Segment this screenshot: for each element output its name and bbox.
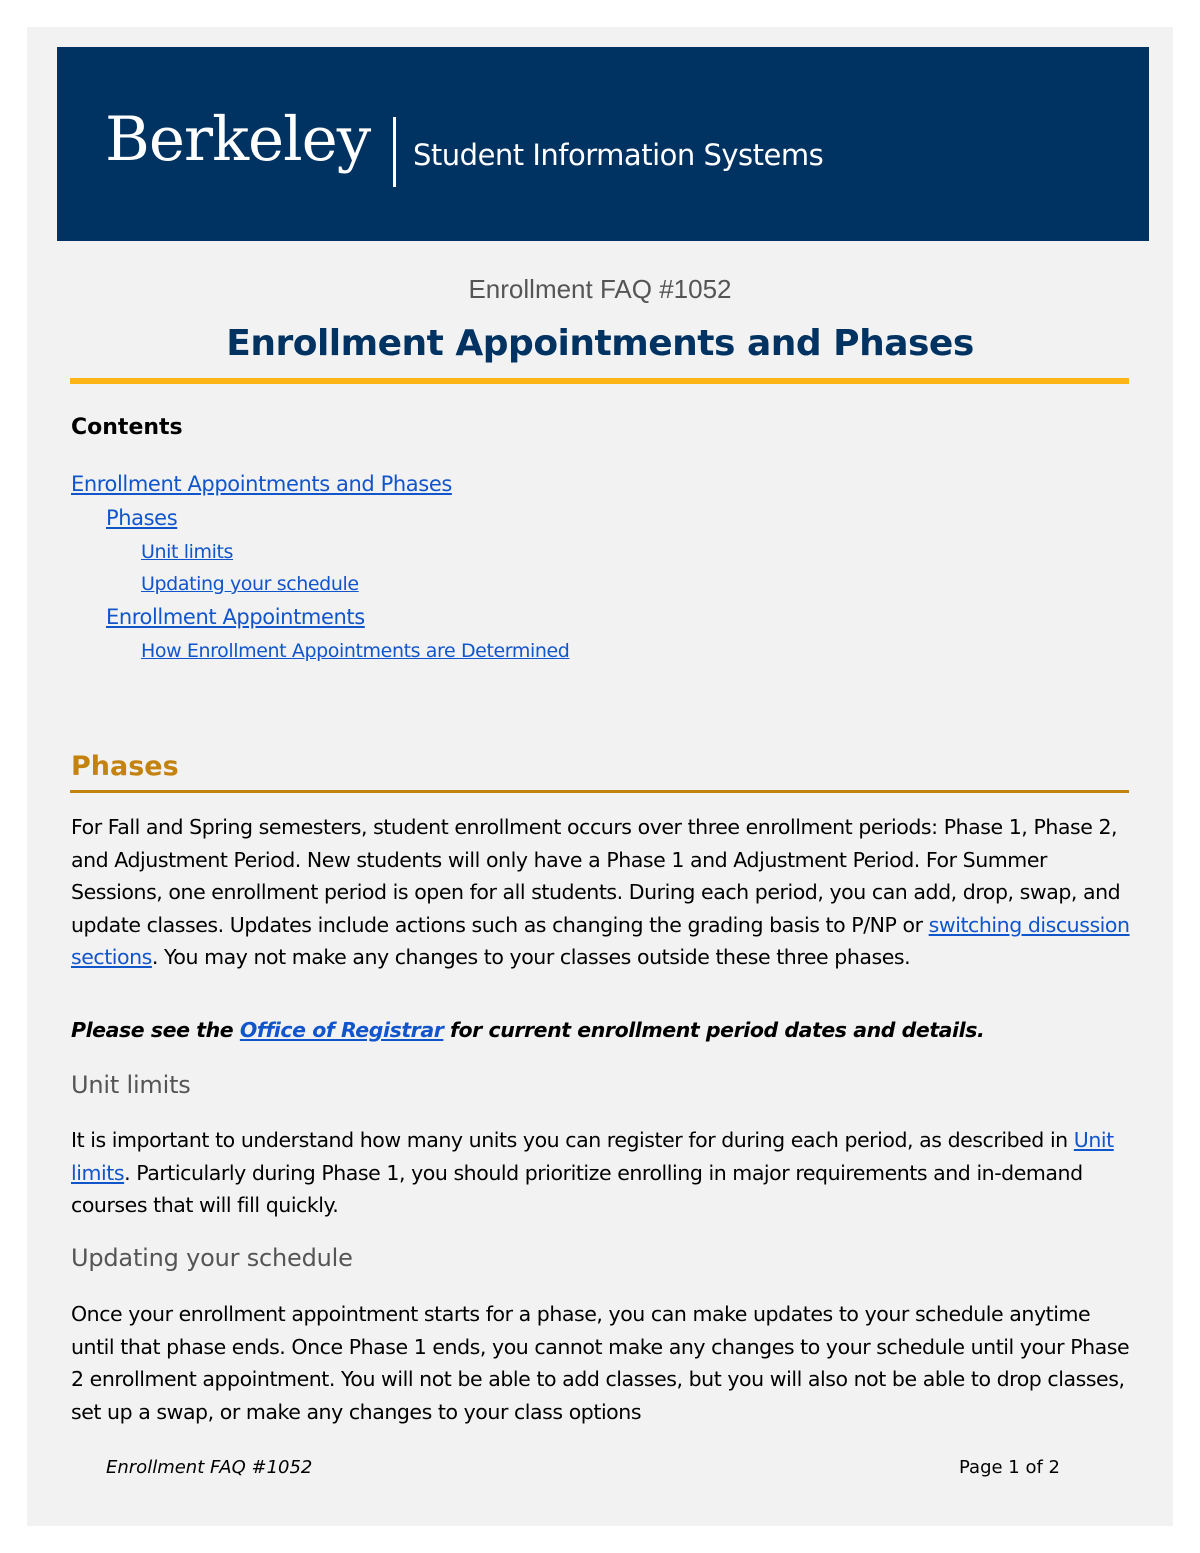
switching-discussion-sections-link[interactable]: switching discussion sections <box>71 912 1130 969</box>
wordmark-divider <box>393 117 396 187</box>
page-title: Enrollment Appointments and Phases <box>226 323 974 364</box>
contents-heading: Contents <box>71 415 183 440</box>
subheading-unit-limits: Unit limits <box>71 1071 191 1099</box>
faq-number: Enrollment FAQ #1052 <box>468 274 732 304</box>
office-of-registrar-link[interactable]: Office of Registrar <box>239 1018 444 1042</box>
toc-link-phases[interactable]: Phases <box>106 506 178 530</box>
unit-limits-paragraph <box>71 1124 1136 1222</box>
footer-faq-number: Enrollment FAQ #1052 <box>106 1457 313 1478</box>
toc-link-unit-limits[interactable]: Unit limits <box>141 541 234 563</box>
phases-text-start: For Fall and Spring semesters, student enrollment occurs over three enrollment periods: Phase 1, Phase 2, and Adjustment Period. New students will only have a Phase 1 and Adjustment Period. For Summer Sessions, one enrollment period is open for all students. During each period, you can add, drop, swap, and update classes. Updates include actions such as changing the grading basis to P/NP or <box>71 815 1121 937</box>
registrar-note-end: for current enrollment period dates and details. <box>443 1018 985 1042</box>
toc-link-how-appointments-determined[interactable]: How Enrollment Appointments are Determined <box>141 640 570 662</box>
subheading-updating-schedule: Updating your schedule <box>71 1244 353 1272</box>
toc-link-enrollment-appointments-and-phases[interactable]: Enrollment Appointments and Phases <box>71 472 452 496</box>
document-page <box>27 27 1173 1526</box>
unit-limits-text-end: . Particularly during Phase 1, you should prioritize enrolling in major requirements and in-demand courses that will fill quickly. <box>71 1160 1083 1217</box>
phases-text-end: . You may not make any changes to your classes outside these three phases. <box>151 945 911 969</box>
toc-link-updating-your-schedule[interactable]: Updating your schedule <box>141 573 359 595</box>
unit-name: Student Information Systems <box>413 138 824 172</box>
unit-limits-text-start: It is important to understand how many units you can register for during each period, as described in <box>71 1128 1074 1152</box>
registrar-note <box>71 1014 1136 1047</box>
phases-paragraph <box>71 811 1136 974</box>
title-divider <box>70 378 1129 384</box>
footer-page-number: Page 1 of 2 <box>959 1457 1060 1478</box>
section-divider <box>70 790 1129 793</box>
section-heading-phases: Phases <box>71 751 179 782</box>
unit-limits-link[interactable]: Unit limits <box>71 1128 1114 1185</box>
updating-schedule-paragraph: Once your enrollment appointment starts for a phase, you can make updates to your schedule anytime until that phase ends. Once Phase 1 ends, you cannot make any changes to your schedule until your Phase 2 enrollment appointment. You will not be able to add classes, but you will also not be able to drop classes, set up a swap, or make any changes to your class options <box>71 1302 1130 1424</box>
toc-link-enrollment-appointments[interactable]: Enrollment Appointments <box>106 605 365 629</box>
registrar-note-start: Please see the <box>71 1018 240 1042</box>
header-banner <box>57 47 1149 241</box>
berkeley-wordmark: Berkeley <box>105 104 371 175</box>
